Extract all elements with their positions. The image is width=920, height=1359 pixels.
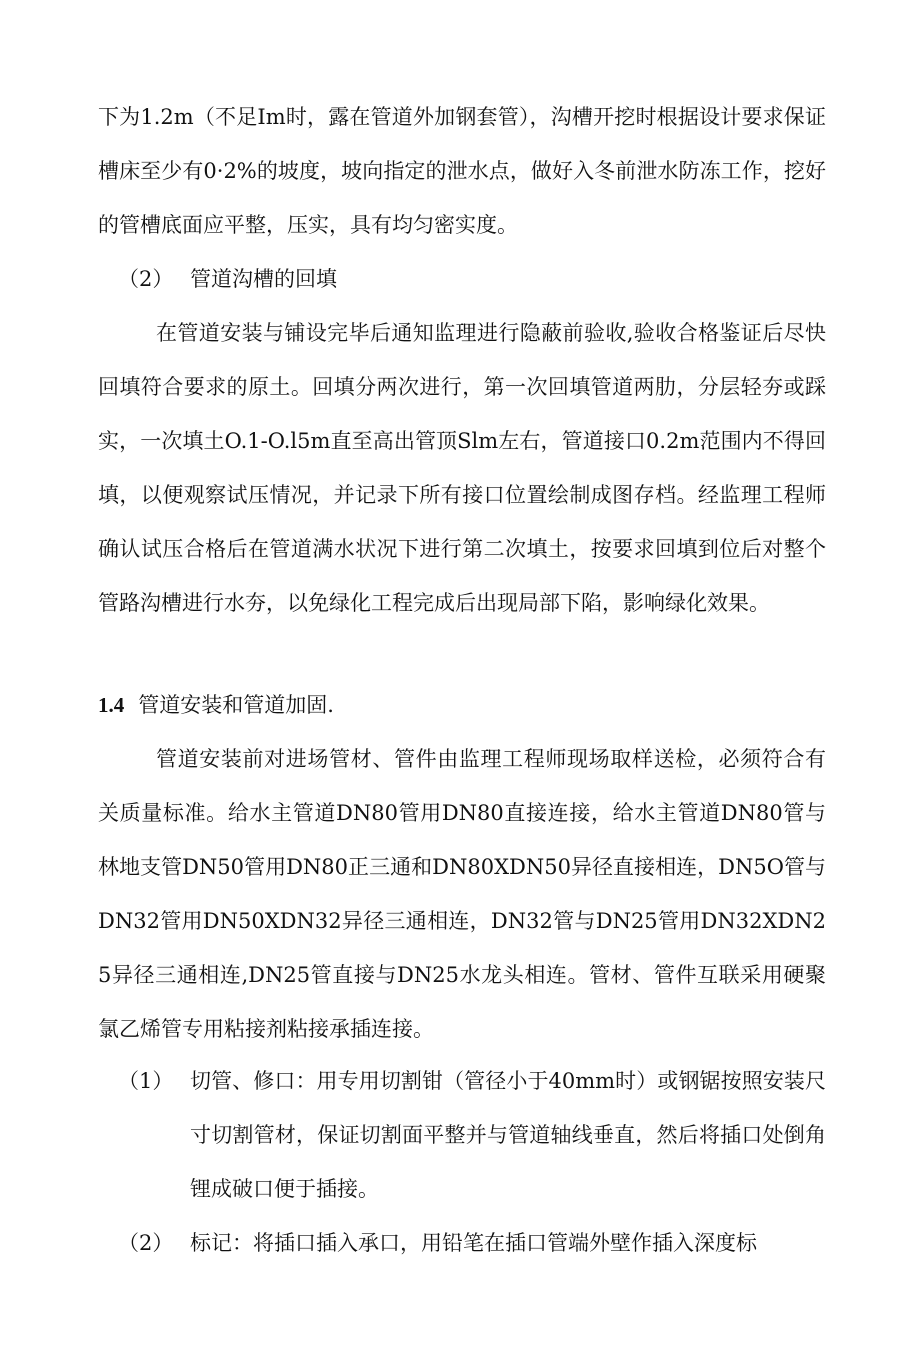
section-number: 1.4	[98, 693, 125, 717]
sub-heading-number: （2）	[118, 267, 174, 291]
section-title: 管道安装和管道加固.	[138, 693, 334, 717]
sub-heading-text: 管道沟槽的回填	[190, 267, 337, 291]
paragraph-pipe-installation: 管道安装前对进场管材、管件由监理工程师现场取样送检，必须符合有关质量标准。给水主管道DN80管用DN80直接连接，给水主管道DN80管与林地支管DN50管用DN80正三通和DN80XDN50异径直接相连，DN5O管与DN32管用DN50XDN32异径三通相连，DN32管与DN25管用DN32XDN25异径三通相连,DN25管直接与DN25水龙头相连。管材、管件互联采用硬聚氯乙烯管专用粘接剂粘接承插连接。	[98, 747, 826, 1041]
paragraph-trench-backfill: 在管道安装与铺设完毕后通知监理进行隐蔽前验收,验收合格鉴证后尽快回填符合要求的原土。回填分两次进行，第一次回填管道两肋，分层轻夯或踩实，一次填土O.1-O.l5m直至高出管顶Slm左右，管道接口0.2m范围内不得回填，以便观察试压情况，并记录下所有接口位置绘制成图存档。经监理工程师确认试压合格后在管道满水状况下进行第二次填土，按要求回填到位后对整个管路沟槽进行水夯，以免绿化工程完成后出现局部下陷，影响绿化效果。	[98, 321, 826, 615]
list-item-cut-pipe	[118, 1054, 826, 1216]
sub-heading-trench-backfill	[118, 252, 337, 306]
list-item-text: 切管、修口：用专用切割钳（管径小于40mm时）或钢锯按照安装尺寸切割管材，保证切割面平整并与管道轴线垂直，然后将插口处倒角锂成破口便于插接。	[190, 1069, 826, 1201]
list-item-text: 标记：将插口插入承口，用铅笔在插口管端外壁作插入深度标	[190, 1231, 757, 1255]
list-item-number: （1）	[118, 1069, 174, 1093]
list-item-number: （2）	[118, 1231, 174, 1255]
list-item-marking	[118, 1216, 826, 1270]
paragraph-trench-excavation: 下为1.2m（不足Im时，露在管道外加钢套管），沟槽开挖时根据设计要求保证槽床至少有0·2%的坡度，坡向指定的泄水点，做好入冬前泄水防冻工作，挖好的管槽底面应平整，压实，具有均匀密实度。	[98, 105, 826, 237]
section-heading	[98, 678, 826, 732]
